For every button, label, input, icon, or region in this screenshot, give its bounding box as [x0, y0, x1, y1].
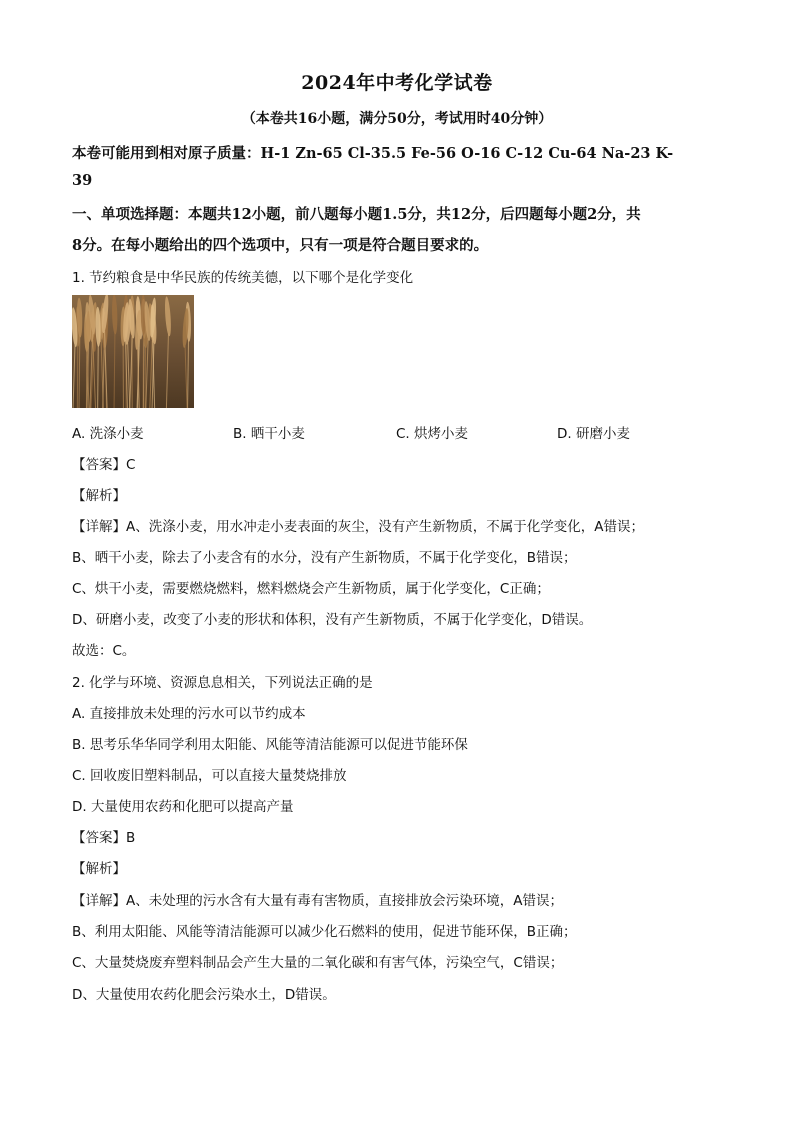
section-1-heading-line-2: 8分。在每小题给出的四个选项中，只有一项是符合题目要求的。	[72, 237, 489, 254]
q2-option-b: B. 思考乐华华同学利用太阳能、风能等清洁能源可以促进节能环保	[72, 737, 468, 753]
q2-detail-a: 【详解】A、未处理的污水含有大量有毒有害物质，直接排放会污染环境，A错误；	[72, 893, 563, 909]
wheat-stem	[150, 341, 152, 408]
q1-conclusion: 故选：C。	[72, 643, 136, 659]
q2-answer: 【答案】B	[72, 830, 136, 846]
wheat-stem	[98, 345, 99, 408]
q1-stem: 1. 节约粮食是中华民族的传统美德，以下哪个是化学变化	[72, 270, 414, 286]
q1-answer: 【答案】C	[72, 457, 136, 473]
wheat-stem	[114, 333, 115, 408]
q2-detail-d: D、大量使用农药化肥会污染水土，D错误。	[72, 987, 336, 1003]
q2-option-a: A. 直接排放未处理的污水可以节约成本	[72, 706, 306, 722]
q1-analysis-label: 【解析】	[72, 488, 126, 504]
q2-detail-b: B、利用太阳能、风能等清洁能源可以减少化石燃料的使用，促进节能环保，B正确；	[72, 924, 577, 940]
q1-option-c: C. 烘烤小麦	[396, 426, 469, 442]
wheat-stem	[73, 345, 75, 408]
wheat-stem	[166, 334, 168, 408]
q2-analysis-label: 【解析】	[72, 861, 126, 877]
q2-stem: 2. 化学与环境、资源息息相关，下列说法正确的是	[72, 675, 373, 691]
q1-detail-a: 【详解】A、洗涤小麦，用水冲走小麦表面的灰尘，没有产生新物质，不属于化学变化，A错误；	[72, 519, 644, 535]
q2-detail-c: C、大量焚烧废弃塑料制品会产生大量的二氧化碳和有害气体，污染空气，C错误；	[72, 955, 564, 971]
q2-option-d: D. 大量使用农药和化肥可以提高产量	[72, 799, 294, 815]
wheat-stem	[185, 346, 187, 408]
wheat-stem	[79, 336, 80, 408]
section-1-heading-line-1: 一、单项选择题：本题共12小题，前八题每小题1.5分，共12分，后四题每小题2分，共	[72, 206, 641, 223]
q1-option-b: B. 晒干小麦	[233, 426, 305, 442]
wheat-stalks	[72, 295, 194, 408]
wheat-stem	[128, 343, 130, 408]
wheat-stem	[146, 339, 148, 408]
wheat-ear	[164, 296, 172, 336]
wheat-photo	[72, 295, 194, 408]
page-subtitle: （本卷共16小题，满分50分，考试用时40分钟）	[241, 111, 553, 127]
page-title: 2024年中考化学试卷	[301, 72, 493, 94]
atomic-mass-line-2: 39	[72, 172, 93, 189]
wheat-stem	[188, 340, 189, 408]
wheat-stem	[145, 346, 146, 408]
q1-detail-c: C、烘干小麦，需要燃烧燃料，燃料燃烧会产生新物质，属于化学变化，C正确；	[72, 581, 550, 597]
q1-option-d: D. 研磨小麦	[557, 426, 630, 442]
atomic-mass-line-1: 本卷可能用到相对原子质量：H-1 Zn-65 Cl-35.5 Fe-56 O-16 C-12 Cu-64 Na-23 K-	[72, 145, 674, 162]
q1-detail-d: D、研磨小麦，改变了小麦的形状和体积，没有产生新物质，不属于化学变化，D错误。	[72, 612, 593, 628]
q2-option-c: C. 回收废旧塑料制品，可以直接大量焚烧排放	[72, 768, 347, 784]
q1-option-a: A. 洗涤小麦	[72, 426, 144, 442]
wheat-stem	[103, 346, 104, 408]
wheat-ear	[112, 295, 118, 335]
q1-detail-b: B、晒干小麦，除去了小麦含有的水分，没有产生新物质，不属于化学变化，B错误；	[72, 550, 577, 566]
